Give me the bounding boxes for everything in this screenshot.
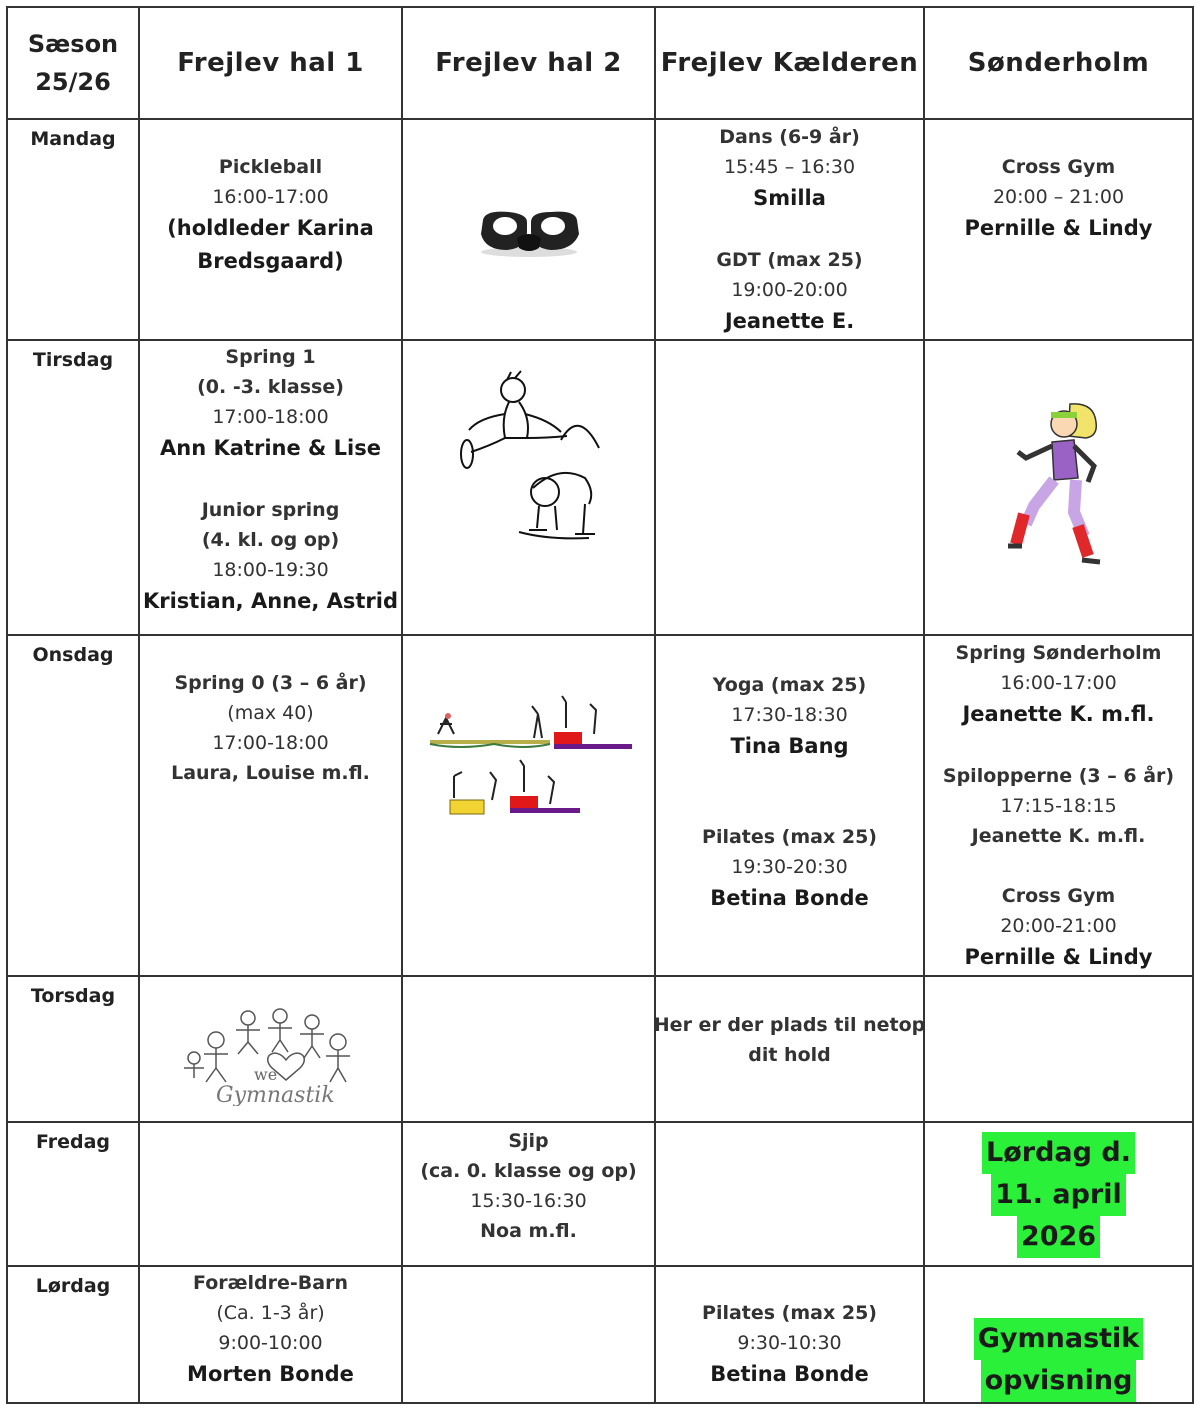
kettlebell-image [403,202,654,262]
onsdag-kaelder-class-pilates [656,822,923,915]
class-time: 9:00-10:00 [218,1332,323,1354]
kettlebell-icon [469,202,589,262]
class-group: (ca. 0. klasse og op) [420,1160,637,1182]
class-leader: Kristian, Anne, Astrid [142,589,399,613]
class-time: 16:00-17:00 [1000,672,1117,694]
leapfrog-image [403,368,654,548]
class-time: 18:00-19:30 [212,559,329,581]
class-group: (4. kl. og op) [201,529,340,551]
column-header-frejlev-kaelderen: Frejlev Kælderen [660,48,919,78]
day-label-onsdag: Onsdag [32,644,114,666]
onsdag-kaelder-class-yoga [656,670,923,763]
class-leader: Bredsgaard) [197,249,344,273]
class-name: Pilates (max 25) [702,826,877,848]
column-header-sonderholm: Sønderholm [967,48,1150,78]
row-divider [6,1265,1194,1267]
season-year: 25/26 [35,68,111,96]
class-time: 17:00-18:00 [212,732,329,754]
season-header [8,8,138,118]
class-name: Spring 1 [225,346,316,368]
class-time: 17:15-18:15 [1000,795,1117,817]
mandag-sonderholm-class [925,152,1192,245]
we-love-gymnastik-icon [176,1002,366,1106]
class-leader: Noa m.fl. [480,1220,577,1242]
class-name: Dans (6-9 år) [719,126,860,148]
class-group: (Ca. 1-3 år) [216,1302,325,1324]
day-label-torsdag: Torsdag [30,985,116,1007]
row-divider [6,339,1194,341]
class-name: Cross Gym [1001,885,1116,907]
lordag-kaelder-class [656,1298,923,1391]
highlight-text: Lørdag d. [982,1132,1135,1174]
class-time: 19:30-20:30 [731,856,848,878]
gymnastics-sequence-image [403,694,654,818]
class-name: Junior spring [201,499,340,521]
lordag-hal1-class [140,1268,401,1391]
class-leader: Ann Katrine & Lise [160,436,381,460]
class-name: Forældre-Barn [193,1272,348,1294]
opvisning-title-highlight [925,1318,1192,1402]
highlight-text: 11. april [991,1174,1126,1216]
column-header-frejlev-hal-1: Frejlev hal 1 [177,48,364,78]
tirsdag-hal1-class [140,342,401,618]
row-divider [6,118,1194,120]
class-name: GDT (max 25) [716,249,863,271]
highlight-text: 2026 [1017,1216,1100,1258]
class-leader: Pernille & Lindy [964,216,1153,240]
mandag-kaelder-class-dans [656,122,923,338]
row-divider [6,634,1194,636]
open-slot-note: Her er der plads til netop [653,1014,926,1036]
logo-text-gymnastik: Gymnastik [215,1083,335,1106]
class-time: 17:00-18:00 [212,406,329,428]
class-leader: Jeanette E. [724,309,855,333]
class-leader: (holdleder Karina [167,216,374,240]
class-leader: Tina Bang [730,734,849,758]
column-header-frejlev-hal-2: Frejlev hal 2 [435,48,622,78]
class-time: 15:45 – 16:30 [723,156,856,178]
highlight-text: opvisning [981,1360,1137,1402]
class-leader: Pernille & Lindy [964,945,1153,969]
row-divider [6,975,1194,977]
class-name: Sjip [508,1130,549,1152]
class-name: Spring 0 (3 – 6 år) [174,672,367,694]
class-leader: Betina Bonde [710,886,869,910]
class-leader: Smilla [753,186,826,210]
class-time: 15:30-16:30 [470,1190,587,1212]
mandag-hal1-class [140,152,401,278]
class-name: Yoga (max 25) [712,674,867,696]
aerobic-girl-icon [1004,396,1114,576]
class-name: Spring Sønderholm [955,642,1162,664]
gymnastics-vault-icon [424,694,634,818]
day-label-lordag: Lørdag [35,1275,111,1297]
open-slot-note: dit hold [748,1044,831,1066]
schedule-table [6,6,1192,1404]
class-name: Pilates (max 25) [702,1302,877,1324]
aerobic-girl-image [925,396,1192,576]
highlight-text: Gymnastik [974,1318,1144,1360]
class-name: Spilopperne (3 – 6 år) [942,765,1175,787]
day-label-mandag: Mandag [30,128,116,150]
class-time: 9:30-10:30 [737,1332,842,1354]
day-label-tirsdag: Tirsdag [32,349,114,371]
class-time: 17:30-18:30 [731,704,848,726]
class-leader: Betina Bonde [710,1362,869,1386]
day-label-fredag: Fredag [35,1131,111,1153]
table-border [6,1402,1194,1404]
class-time: 19:00-20:00 [731,279,848,301]
table-border [1192,6,1194,1404]
onsdag-hal1-class [140,668,401,788]
class-name: Pickleball [218,156,323,178]
row-divider [6,1121,1194,1123]
logo-text-we: we [253,1065,277,1084]
we-love-gymnastik-logo [140,1002,401,1106]
fredag-hal2-class [403,1126,654,1246]
class-group: (max 40) [227,702,314,724]
class-time: 16:00-17:00 [212,186,329,208]
class-leader: Laura, Louise m.fl. [171,762,370,784]
onsdag-sonderholm-classes [925,638,1192,974]
class-name: Cross Gym [1001,156,1116,178]
class-group: (0. -3. klasse) [197,376,344,398]
class-leader: Jeanette K. m.fl. [962,702,1155,726]
leapfrog-cartoon-icon [449,368,609,548]
season-label: Sæson [27,30,119,58]
class-leader: Jeanette K. m.fl. [971,825,1146,847]
class-leader: Morten Bonde [187,1362,354,1386]
opvisning-date-highlight [925,1132,1192,1258]
torsdag-kaelder-note [653,1010,926,1070]
class-time: 20:00-21:00 [1000,915,1117,937]
class-time: 20:00 – 21:00 [992,186,1125,208]
